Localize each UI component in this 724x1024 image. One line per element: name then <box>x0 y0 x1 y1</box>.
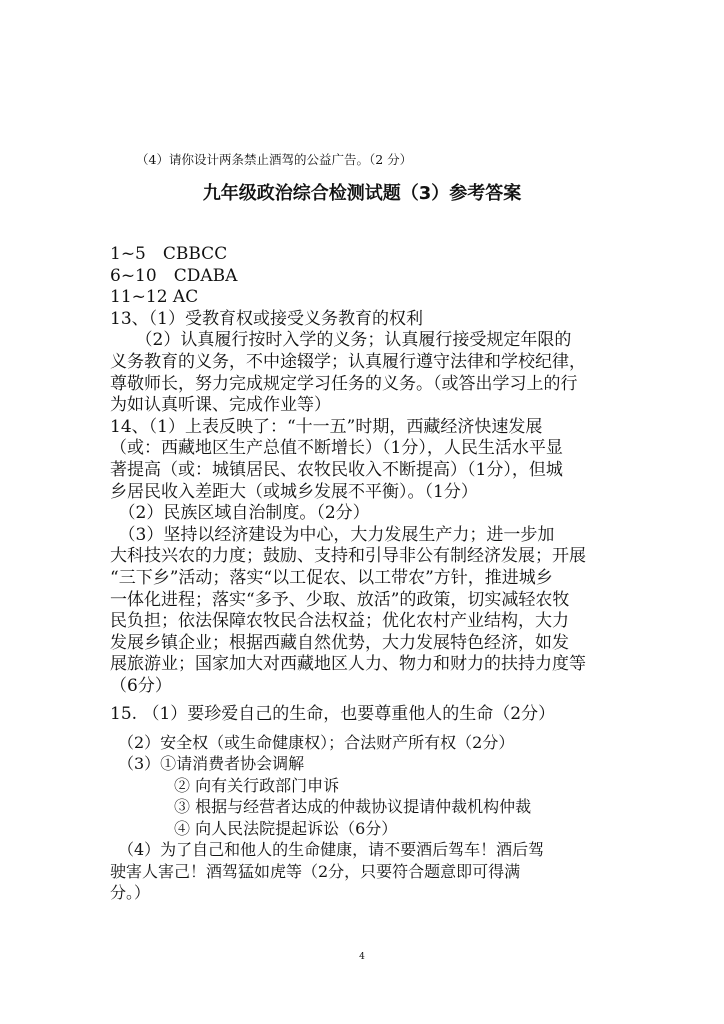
q14-line: 展旅游业；国家加大对西藏地区人力、物力和财力的扶持力度等 <box>110 654 586 675</box>
q14-line: 一体化进程；落实“多予、少取、放活”的政策，切实减轻农牧 <box>110 589 570 610</box>
q13-line: 义务教育的义务，不中途辍学；认真履行遵守法律和学校纪律， <box>110 351 586 372</box>
q15-line: （2）安全权（或生命健康权）；合法财产所有权（2分） <box>110 733 515 753</box>
q13-line: 尊敬师长，努力完成规定学习任务的义务。（或答出学习上的行 <box>110 373 578 394</box>
q15-line: ② 向有关行政部门申诉 <box>110 775 340 795</box>
q15-line: ④ 向人民法院提起诉讼（6分） <box>110 818 398 838</box>
q14-line: 民负担；依法保障农牧民合法权益；优化农村产业结构，大力 <box>110 611 569 632</box>
q13-line: 13、（1）受教育权或接受义务教育的权利 <box>110 308 423 329</box>
q15-line: 驶害人害己！酒驾猛如虎等（2分，只要符合题意即可得满 <box>110 861 521 881</box>
q14-line: 乡居民收入差距大（或城乡发展不平衡）。（1分） <box>110 481 478 502</box>
answer-content <box>110 244 630 903</box>
q13-line: 为如认真听课、完成作业等） <box>110 395 331 416</box>
q14-line: “三下乡”活动；落实“以工促农、以工带农”方针，推进城乡 <box>110 567 553 588</box>
q14-line: 著提高（或：城镇居民、农牧民收入不断提高）（1分），但城 <box>110 459 563 480</box>
q14-line: （或：西藏地区生产总值不断增长）（1分），人民生活水平显 <box>110 438 563 459</box>
answer-key-title: 九年级政治综合检测试题（3）参考答案 <box>202 183 522 204</box>
q15-line: （4）为了自己和他人的生命健康，请不要酒后驾车！酒后驾 <box>110 840 545 860</box>
q14-line: （6分） <box>110 675 172 696</box>
q14-line: （3）坚持以经济建设为中心，大力发展生产力；进一步加 <box>110 524 555 545</box>
choice-answer-line: 6~10 CDABA <box>110 265 238 286</box>
q14-line: 大科技兴农的力度；鼓励、支持和引导非公有制经济发展；开展 <box>110 546 586 567</box>
q15-line: （3）①请消费者协会调解 <box>110 754 305 774</box>
choice-answer-line: 11~12 AC <box>110 287 199 308</box>
q13-line: （2）认真履行按时入学的义务；认真履行接受规定年限的 <box>110 330 572 351</box>
q15-line: ③ 根据与经营者达成的仲裁协议提请仲裁机构仲裁 <box>110 797 532 817</box>
q15-line: 分。） <box>110 882 151 902</box>
q14-line: 发展乡镇企业；根据西藏自然优势，大力发展特色经济，如发 <box>110 632 569 653</box>
q14-line: （2）民族区域自治制度。（2分） <box>110 503 370 524</box>
previous-question-line: （4）请你设计两条禁止酒驾的公益广告。（2 分） <box>136 152 413 167</box>
page-number: 4 <box>359 952 365 962</box>
q14-line: 14、（1）上表反映了：“十一五”时期，西藏经济快速发展 <box>110 416 543 437</box>
q15-line: 15. （1）要珍爱自己的生命，也要尊重他人的生命（2分） <box>110 704 556 725</box>
choice-answer-line: 1~5 CBBCC <box>110 244 228 264</box>
